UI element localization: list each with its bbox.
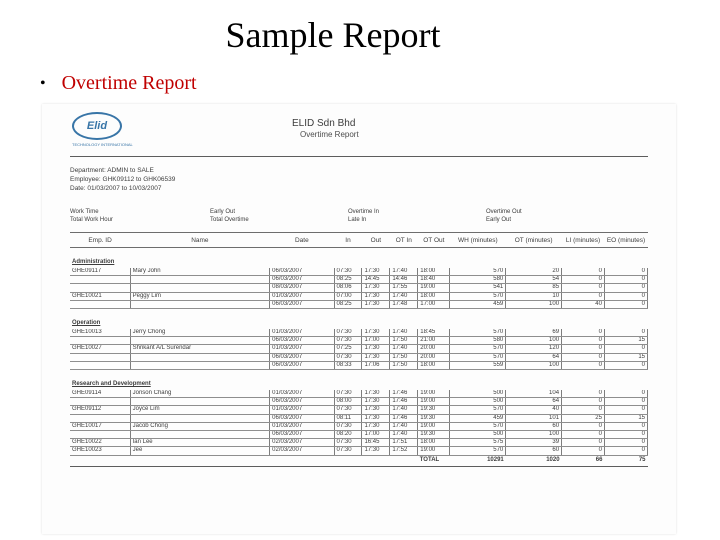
table-cell: 0 — [562, 337, 605, 345]
table-cell — [130, 398, 270, 406]
table-cell: GHE09117 — [70, 268, 130, 276]
table-cell: Jacob Chong — [130, 422, 270, 430]
table-cell — [70, 284, 130, 292]
table-cell: 0 — [604, 276, 647, 284]
table-cell: 01/03/2007 — [270, 422, 334, 430]
legend-item: Total Overtime — [210, 217, 249, 223]
table-cell: 08:20 — [334, 431, 362, 439]
table-cell: 17:00 — [362, 337, 390, 345]
meta-department: Department: ADMIN to SALE — [70, 167, 154, 174]
table-cell: 101 — [506, 414, 562, 422]
table-cell: 08:00 — [334, 398, 362, 406]
table-cell: 17:30 — [362, 284, 390, 292]
table-cell: 60 — [506, 422, 562, 430]
table-cell: 570 — [450, 353, 506, 361]
table-cell: 06/03/2007 — [270, 431, 334, 439]
table-cell: 0 — [562, 398, 605, 406]
table-cell: 69 — [506, 329, 562, 337]
table-row — [70, 292, 648, 300]
table-cell: 570 — [450, 422, 506, 430]
table-cell: 18:45 — [418, 329, 450, 337]
total-spacer — [70, 455, 418, 466]
table-cell: 17:30 — [362, 422, 390, 430]
table-cell: 570 — [450, 345, 506, 353]
table-cell — [70, 414, 130, 422]
table-cell: 580 — [450, 337, 506, 345]
table-cell: 0 — [562, 447, 605, 455]
table-cell: 0 — [604, 439, 647, 447]
table-cell: 08:33 — [334, 361, 362, 369]
table-cell: 07:30 — [334, 406, 362, 414]
table-cell: 64 — [506, 353, 562, 361]
table-cell: 17:30 — [362, 390, 390, 398]
table-cell: 07:00 — [334, 292, 362, 300]
table-cell: 01/03/2007 — [270, 390, 334, 398]
table-row — [70, 361, 648, 369]
table-header-row — [70, 233, 648, 248]
table-row — [70, 406, 648, 414]
table-cell: 01/03/2007 — [270, 292, 334, 300]
table-cell — [70, 353, 130, 361]
table-cell: 17:30 — [362, 414, 390, 422]
table-cell: 01/03/2007 — [270, 345, 334, 353]
table-cell: 17:30 — [362, 329, 390, 337]
table-cell: 570 — [450, 447, 506, 455]
table-cell: Mary John — [130, 268, 270, 276]
table-cell — [130, 276, 270, 284]
legend-item: Early Out — [486, 217, 512, 223]
table-cell: 0 — [562, 268, 605, 276]
table-cell — [130, 300, 270, 308]
table-cell: 120 — [506, 345, 562, 353]
table-cell: 15 — [604, 337, 647, 345]
table-cell: 0 — [562, 284, 605, 292]
table-cell: 06/03/2007 — [270, 337, 334, 345]
col-header: EO (minutes) — [604, 233, 647, 248]
table-cell: GHE10021 — [70, 292, 130, 300]
table-cell: 570 — [450, 292, 506, 300]
table-cell: 16:45 — [362, 439, 390, 447]
table-cell: 85 — [506, 284, 562, 292]
bullet-dot: • — [40, 74, 46, 92]
table-cell: 0 — [604, 292, 647, 300]
table-cell: 19:30 — [418, 431, 450, 439]
bullet-text: Overtime Report — [61, 72, 197, 94]
table-cell: Jonson Chang — [130, 390, 270, 398]
section-name: Administration — [72, 259, 115, 265]
table-cell: 0 — [562, 431, 605, 439]
table-cell: 40 — [506, 406, 562, 414]
table-cell: 0 — [562, 345, 605, 353]
table-body — [70, 248, 648, 467]
table-cell: 19:00 — [418, 398, 450, 406]
table-cell: 17:40 — [390, 431, 418, 439]
table-cell: 17:30 — [362, 353, 390, 361]
table-cell: 40 — [562, 300, 605, 308]
table-cell: 104 — [506, 390, 562, 398]
legend-item: Overtime Out — [486, 209, 522, 215]
table-cell: 08:25 — [334, 276, 362, 284]
col-header: In — [334, 233, 362, 248]
table-cell: 18:00 — [418, 268, 450, 276]
table-cell: 06/03/2007 — [270, 276, 334, 284]
table-cell: 0 — [604, 447, 647, 455]
company-logo — [72, 112, 152, 148]
table-cell: 17:40 — [390, 422, 418, 430]
table-row — [70, 439, 648, 447]
table-cell: 07:30 — [334, 447, 362, 455]
table-row — [70, 345, 648, 353]
table-cell: 17:50 — [390, 353, 418, 361]
section-name: Operation — [72, 320, 101, 327]
table-cell: 17:51 — [390, 439, 418, 447]
logo-subtext: TECHNOLOGY INTERNATIONAL — [72, 142, 133, 147]
table-cell: 100 — [506, 361, 562, 369]
table-cell: 0 — [562, 329, 605, 337]
table-cell: 06/03/2007 — [270, 361, 334, 369]
table-cell: GHE10017 — [70, 422, 130, 430]
table-cell: 17:30 — [362, 345, 390, 353]
table-cell: 0 — [562, 439, 605, 447]
table-cell: 17:52 — [390, 447, 418, 455]
section-name: Research and Development — [72, 381, 151, 388]
total-ot: 1020 — [506, 455, 562, 466]
table-cell: GHE09112 — [70, 406, 130, 414]
table-cell: 17:06 — [362, 361, 390, 369]
table-cell: 500 — [450, 431, 506, 439]
total-row — [70, 455, 648, 466]
legend-item: Early Out — [210, 209, 236, 215]
table-cell: 0 — [562, 361, 605, 369]
table-cell: GHE10013 — [70, 329, 130, 337]
table-cell: 17:30 — [362, 268, 390, 276]
table-cell: 580 — [450, 276, 506, 284]
overtime-table — [70, 232, 648, 467]
table-cell: 20 — [506, 268, 562, 276]
table-cell: 10 — [506, 292, 562, 300]
table-cell: 01/03/2007 — [270, 406, 334, 414]
table-cell: 60 — [506, 447, 562, 455]
table-cell — [70, 398, 130, 406]
table-cell: 01/03/2007 — [270, 329, 334, 337]
col-header: OT In — [390, 233, 418, 248]
table-cell — [130, 361, 270, 369]
table-cell: 02/03/2007 — [270, 447, 334, 455]
table-cell: 0 — [604, 329, 647, 337]
table-cell: 18:00 — [418, 361, 450, 369]
table-row — [70, 300, 648, 308]
table-row — [70, 329, 648, 337]
table-cell: 100 — [506, 337, 562, 345]
logo-mark: Elid — [72, 112, 122, 140]
table-cell: 0 — [604, 398, 647, 406]
table-cell: 17:50 — [390, 337, 418, 345]
table-cell: 07:30 — [334, 329, 362, 337]
table-cell: 17:46 — [390, 390, 418, 398]
legend-col-3 — [348, 208, 379, 224]
table-row — [70, 431, 648, 439]
col-header: WH (minutes) — [450, 233, 506, 248]
table-cell: GHE10022 — [70, 439, 130, 447]
table-cell: GHE09114 — [70, 390, 130, 398]
table-cell — [130, 431, 270, 439]
table-cell: 21:00 — [418, 337, 450, 345]
table-cell: 0 — [604, 300, 647, 308]
legend-col-1 — [70, 208, 113, 224]
table-cell: 500 — [450, 390, 506, 398]
table-cell: 0 — [562, 422, 605, 430]
col-header: Name — [130, 233, 270, 248]
table-cell — [130, 337, 270, 345]
table-cell: 17:55 — [390, 284, 418, 292]
report-name: Overtime Report — [300, 130, 359, 139]
legend-item: Work Time — [70, 209, 99, 215]
table-cell: 0 — [604, 431, 647, 439]
table-cell: 20:00 — [418, 353, 450, 361]
col-header: OT (minutes) — [506, 233, 562, 248]
table-cell: 17:30 — [362, 300, 390, 308]
table-cell: 0 — [604, 422, 647, 430]
meta-date: Date: 01/03/2007 to 10/03/2007 — [70, 185, 162, 192]
legend-item: Total Work Hour — [70, 217, 113, 223]
table-cell: 20:00 — [418, 345, 450, 353]
table-cell — [70, 337, 130, 345]
table-cell: 500 — [450, 398, 506, 406]
table-cell: 0 — [604, 361, 647, 369]
legend-col-2 — [210, 208, 249, 224]
table-cell — [130, 414, 270, 422]
table-cell: 17:40 — [390, 329, 418, 337]
table-row — [70, 353, 648, 361]
table-cell: 17:30 — [362, 406, 390, 414]
total-wh: 10291 — [450, 455, 506, 466]
table-cell: 64 — [506, 398, 562, 406]
table-cell: 18:00 — [418, 292, 450, 300]
table-cell: 17:46 — [390, 398, 418, 406]
total-eo: 75 — [604, 455, 647, 466]
table-cell: Ian Lee — [130, 439, 270, 447]
table-cell: 17:00 — [418, 300, 450, 308]
table-cell — [70, 431, 130, 439]
table-cell: 0 — [604, 406, 647, 414]
bullet-item — [40, 72, 197, 95]
section-row — [70, 370, 648, 391]
table-row — [70, 414, 648, 422]
col-header: LI (minutes) — [562, 233, 605, 248]
col-header: Date — [270, 233, 334, 248]
table-cell: 0 — [562, 353, 605, 361]
table-cell: 08/03/2007 — [270, 284, 334, 292]
table-cell: 0 — [604, 390, 647, 398]
table-cell: 07:25 — [334, 345, 362, 353]
table-cell: GHE10027 — [70, 345, 130, 353]
table-cell: 18:00 — [418, 439, 450, 447]
table-cell: 100 — [506, 431, 562, 439]
section-row — [70, 309, 648, 330]
table-cell: 39 — [506, 439, 562, 447]
slide-title: Sample Report — [225, 15, 441, 55]
total-label: TOTAL — [418, 455, 450, 466]
table-cell — [130, 284, 270, 292]
table-cell: 06/03/2007 — [270, 268, 334, 276]
table-cell: 08:11 — [334, 414, 362, 422]
table-cell: Peggy Lim — [130, 292, 270, 300]
table-cell: 0 — [562, 276, 605, 284]
table-cell: 06/03/2007 — [270, 300, 334, 308]
table-cell: 570 — [450, 406, 506, 414]
table-cell: Jee — [130, 447, 270, 455]
legend-item: Overtime In — [348, 209, 380, 215]
table-cell: 07:30 — [334, 422, 362, 430]
table-cell: 17:40 — [390, 406, 418, 414]
table-cell: 541 — [450, 284, 506, 292]
table-cell: 0 — [604, 345, 647, 353]
table-cell: 459 — [450, 300, 506, 308]
table-row — [70, 390, 648, 398]
table-cell: 17:40 — [390, 345, 418, 353]
table-cell: 17:48 — [390, 300, 418, 308]
table-cell: Shrikant A/L Surendar — [130, 345, 270, 353]
header-rule — [70, 156, 648, 157]
table-cell: 0 — [604, 268, 647, 276]
table-row — [70, 447, 648, 455]
table-cell: 07:30 — [334, 268, 362, 276]
table-cell: 18:40 — [418, 276, 450, 284]
table-row — [70, 422, 648, 430]
table-cell: 14:46 — [390, 276, 418, 284]
company-name: ELID Sdn Bhd — [292, 118, 356, 129]
col-header: Emp. ID — [70, 233, 130, 248]
col-header: OT Out — [418, 233, 450, 248]
table-cell: 17:50 — [390, 361, 418, 369]
table-cell: 07:30 — [334, 390, 362, 398]
table-row — [70, 276, 648, 284]
table-cell: 17:30 — [362, 292, 390, 300]
table-cell: 06/03/2007 — [270, 414, 334, 422]
table-cell: 459 — [450, 414, 506, 422]
table-cell — [70, 276, 130, 284]
table-cell: 19:00 — [418, 284, 450, 292]
table-cell: 06/03/2007 — [270, 353, 334, 361]
table-cell: 17:46 — [390, 414, 418, 422]
legend-col-4 — [486, 208, 522, 224]
table-cell: 0 — [562, 390, 605, 398]
table-cell — [70, 300, 130, 308]
table-cell: 17:00 — [362, 431, 390, 439]
table-cell — [130, 353, 270, 361]
table-cell: 570 — [450, 268, 506, 276]
table-cell: 19:00 — [418, 390, 450, 398]
table-cell: 06/03/2007 — [270, 398, 334, 406]
table-cell: 54 — [506, 276, 562, 284]
table-cell: 0 — [604, 284, 647, 292]
table-cell: 0 — [562, 406, 605, 414]
table-cell: 17:40 — [390, 268, 418, 276]
table-cell — [70, 361, 130, 369]
table-cell: 08:06 — [334, 284, 362, 292]
table-cell: 07:30 — [334, 439, 362, 447]
table-cell: 08:25 — [334, 300, 362, 308]
table-row — [70, 398, 648, 406]
table-cell: 02/03/2007 — [270, 439, 334, 447]
table-cell: 19:00 — [418, 422, 450, 430]
table-cell: 14:45 — [362, 276, 390, 284]
report-meta — [70, 166, 175, 193]
report-image — [42, 104, 676, 534]
table-cell: 07:30 — [334, 337, 362, 345]
col-header: Out — [362, 233, 390, 248]
total-li: 66 — [562, 455, 605, 466]
table-cell: 575 — [450, 439, 506, 447]
table-cell: 17:40 — [390, 292, 418, 300]
table-cell: 17:30 — [362, 398, 390, 406]
table-cell: 559 — [450, 361, 506, 369]
table-cell: 07:30 — [334, 353, 362, 361]
table-cell: Joyce Lim — [130, 406, 270, 414]
section-row — [70, 248, 648, 269]
table-cell: 15 — [604, 353, 647, 361]
table-cell: Jerry Chong — [130, 329, 270, 337]
table-cell: 0 — [562, 292, 605, 300]
table-row — [70, 268, 648, 276]
table-cell: 19:00 — [418, 447, 450, 455]
table-cell: 15 — [604, 414, 647, 422]
meta-employee: Employee: GHK09112 to GHK06539 — [70, 176, 176, 183]
table-cell: GHE10023 — [70, 447, 130, 455]
table-row — [70, 284, 648, 292]
table-cell: 25 — [562, 414, 605, 422]
legend-item: Late In — [348, 217, 367, 223]
table-cell: 100 — [506, 300, 562, 308]
table-cell: 19:30 — [418, 414, 450, 422]
table-cell: 19:30 — [418, 406, 450, 414]
table-row — [70, 337, 648, 345]
table-cell: 17:30 — [362, 447, 390, 455]
table-cell: 570 — [450, 329, 506, 337]
